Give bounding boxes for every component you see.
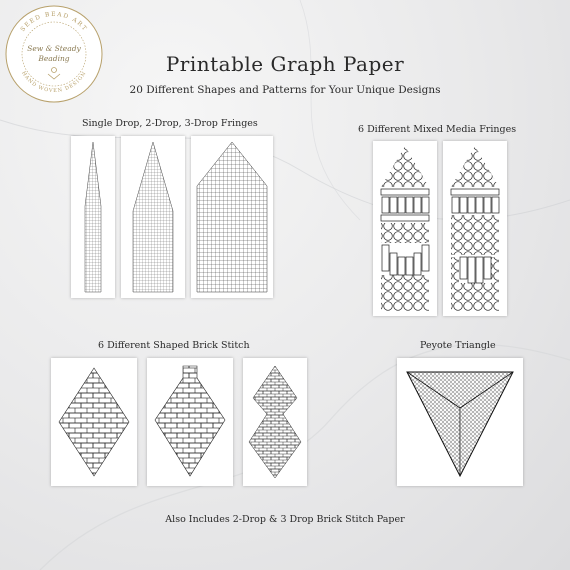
svg-text:Beading: Beading [38,54,70,63]
brick-stitch-heading: 6 Different Shaped Brick Stitch [98,340,250,351]
footer-note: Also Includes 2-Drop & 3 Drop Brick Stitch Paper [165,514,405,525]
mixed-media-heading: 6 Different Mixed Media Fringes [358,124,517,135]
page-title: Printable Graph Paper [165,52,405,76]
single-drop-fringe-sheet [71,136,115,298]
svg-text:HAND WOVEN DESIGN: HAND WOVEN DESIGN [20,70,88,95]
fringes-heading: Single Drop, 2-Drop, 3-Drop Fringes [82,118,258,129]
svg-text:Sew & Steady: Sew & Steady [27,44,81,53]
brick-stitch-drop-sheet [147,358,233,486]
peyote-triangle-sheet [397,358,523,486]
two-drop-fringe-sheet [121,136,185,298]
brick-stitch-double-diamond-sheet [243,358,307,486]
brick-stitch-diamond-sheet [51,358,137,486]
mixed-media-fringe-sheet-2 [443,141,507,316]
peyote-heading: Peyote Triangle [420,340,496,351]
svg-text:SEED BEAD ART: SEED BEAD ART [19,10,89,34]
page-subtitle: 20 Different Shapes and Patterns for Your Unique Designs [129,84,441,96]
mixed-media-fringe-sheet-1 [373,141,437,316]
three-drop-fringe-sheet [191,136,273,298]
